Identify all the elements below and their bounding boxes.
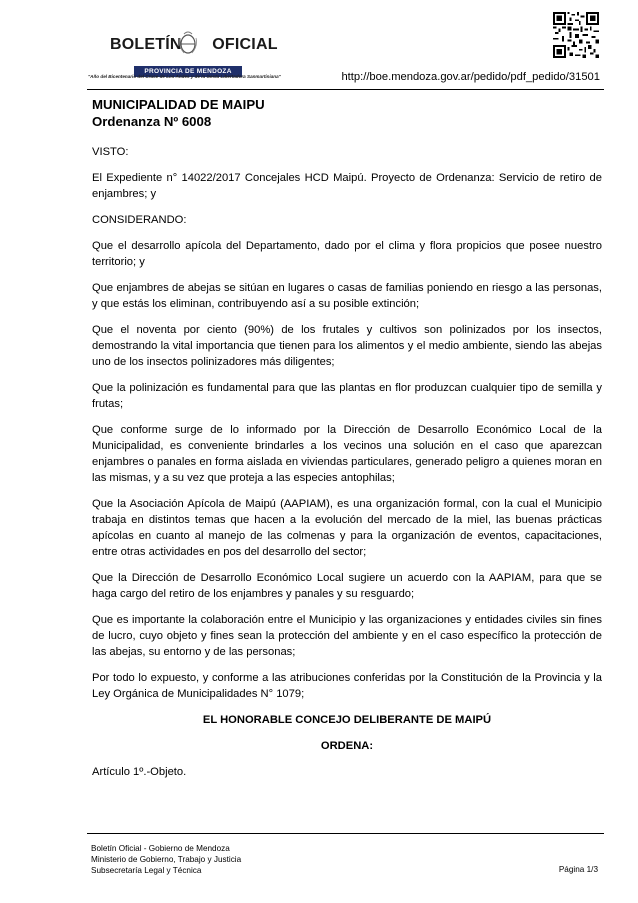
header-divider <box>87 89 604 90</box>
paragraph: Que es importante la colaboración entre el Municipio y las organizaciones y entidades civiles sin fines de lucro, cuyo objeto y fines sean la protección del ambiente y en el caso específico la protección de las abejas, su entorno y de las personas; <box>92 614 602 658</box>
logo-word-oficial: OFICIAL <box>212 36 278 53</box>
paragraph: Que la Dirección de Desarrollo Económico Local sugiere un acuerdo con la AAPIAM, para que se haga cargo del retiro de los enjambres y panales y su resguardo; <box>92 572 602 600</box>
article-1-title: Artículo 1º.-Objeto. <box>92 766 187 778</box>
footer-divider <box>87 833 604 834</box>
paragraph: Que enjambres de abejas se sitúan en lugares o casas de familias poniendo en riesgo a las personas, y que estás los eliminan, contribuyendo así a su posible extinción; <box>92 282 602 310</box>
paragraph: El Expediente n° 14022/2017 Concejales HCD Maipú. Proyecto de Ordenanza: Servicio de retiro de enjambres; y <box>92 172 602 200</box>
paragraph: Por todo lo expuesto, y conforme a las atribuciones conferidas por la Constitución de la Provincia y la Ley Orgánica de Municipalidades N° 1079; <box>92 672 602 700</box>
municipality-heading: MUNICIPALIDAD DE MAIPU <box>92 97 265 112</box>
paragraph: Que la polinización es fundamental para que las plantas en flor produzcan cualquier tipo de semilla y frutas; <box>92 382 602 410</box>
paragraph: Que el noventa por ciento (90%) de los frutales y cultivos son polinizados por los insectos, demostrando la vital importancia que tienen para los alimentos y el medio ambiente, siendo las abejas uno de los insectos polinizadores más diligentes; <box>92 324 602 368</box>
council-heading: EL HONORABLE CONCEJO DELIBERANTE DE MAIPÚ <box>202 714 492 726</box>
document-url[interactable]: http://boe.mendoza.gov.ar/pedido/pdf_pedido/31501 <box>341 71 600 83</box>
logo-motto: "Año del Bicentenario del Cruce de Los Andes y de la Gesta Libertadora Sanmartiniana" <box>88 74 281 79</box>
page-number: Página 1/3 <box>558 865 598 874</box>
paragraph: Que la Asociación Apícola de Maipú (AAPIAM), es una organización formal, con la cual el Municipio trabaja en distintos temas que hacen a la evolución del mercado de la miel, las buenas prácticas apícolas en cuanto al manejo de las colmenas y para la organización de eventos, capacitaciones, entre otras actividades en pos del desarrollo del sector; <box>92 498 602 558</box>
boletin-oficial-logo <box>88 22 288 80</box>
document-body <box>92 96 602 790</box>
page-header <box>0 0 638 92</box>
qr-code-icon <box>553 12 599 58</box>
coat-of-arms-icon <box>178 30 198 56</box>
logo-province-label: PROVINCIA DE MENDOZA <box>134 66 241 77</box>
paragraph: Que conforme surge de lo informado por la Dirección de Desarrollo Económico Local de la Municipalidad, es conveniente brindarles a los vecinos una solución en el caso que aparezcan enjambres o panales en forma aislada en viviendas particulares, generado peligro a quienes moran en las mismas, y a su vez que proteja a las especies antophilas; <box>92 424 602 484</box>
ordinance-title: Ordenanza Nº 6008 <box>92 114 212 129</box>
page-footer <box>91 843 241 876</box>
footer-line-3: Subsecretaría Legal y Técnica <box>91 866 202 875</box>
paragraph: Que el desarrollo apícola del Departamento, dado por el clima y flora propicios que posee nuestro territorio; y <box>92 240 602 268</box>
footer-line-2: Ministerio de Gobierno, Trabajo y Justicia <box>91 855 242 864</box>
paragraph-visto: VISTO: <box>92 146 129 158</box>
footer-line-1: Boletín Oficial - Gobierno de Mendoza <box>91 844 230 853</box>
ordena-heading: ORDENA: <box>320 740 374 752</box>
paragraph-considerando: CONSIDERANDO: <box>92 214 187 226</box>
logo-word-boletin: BOLETÍN <box>110 36 182 53</box>
